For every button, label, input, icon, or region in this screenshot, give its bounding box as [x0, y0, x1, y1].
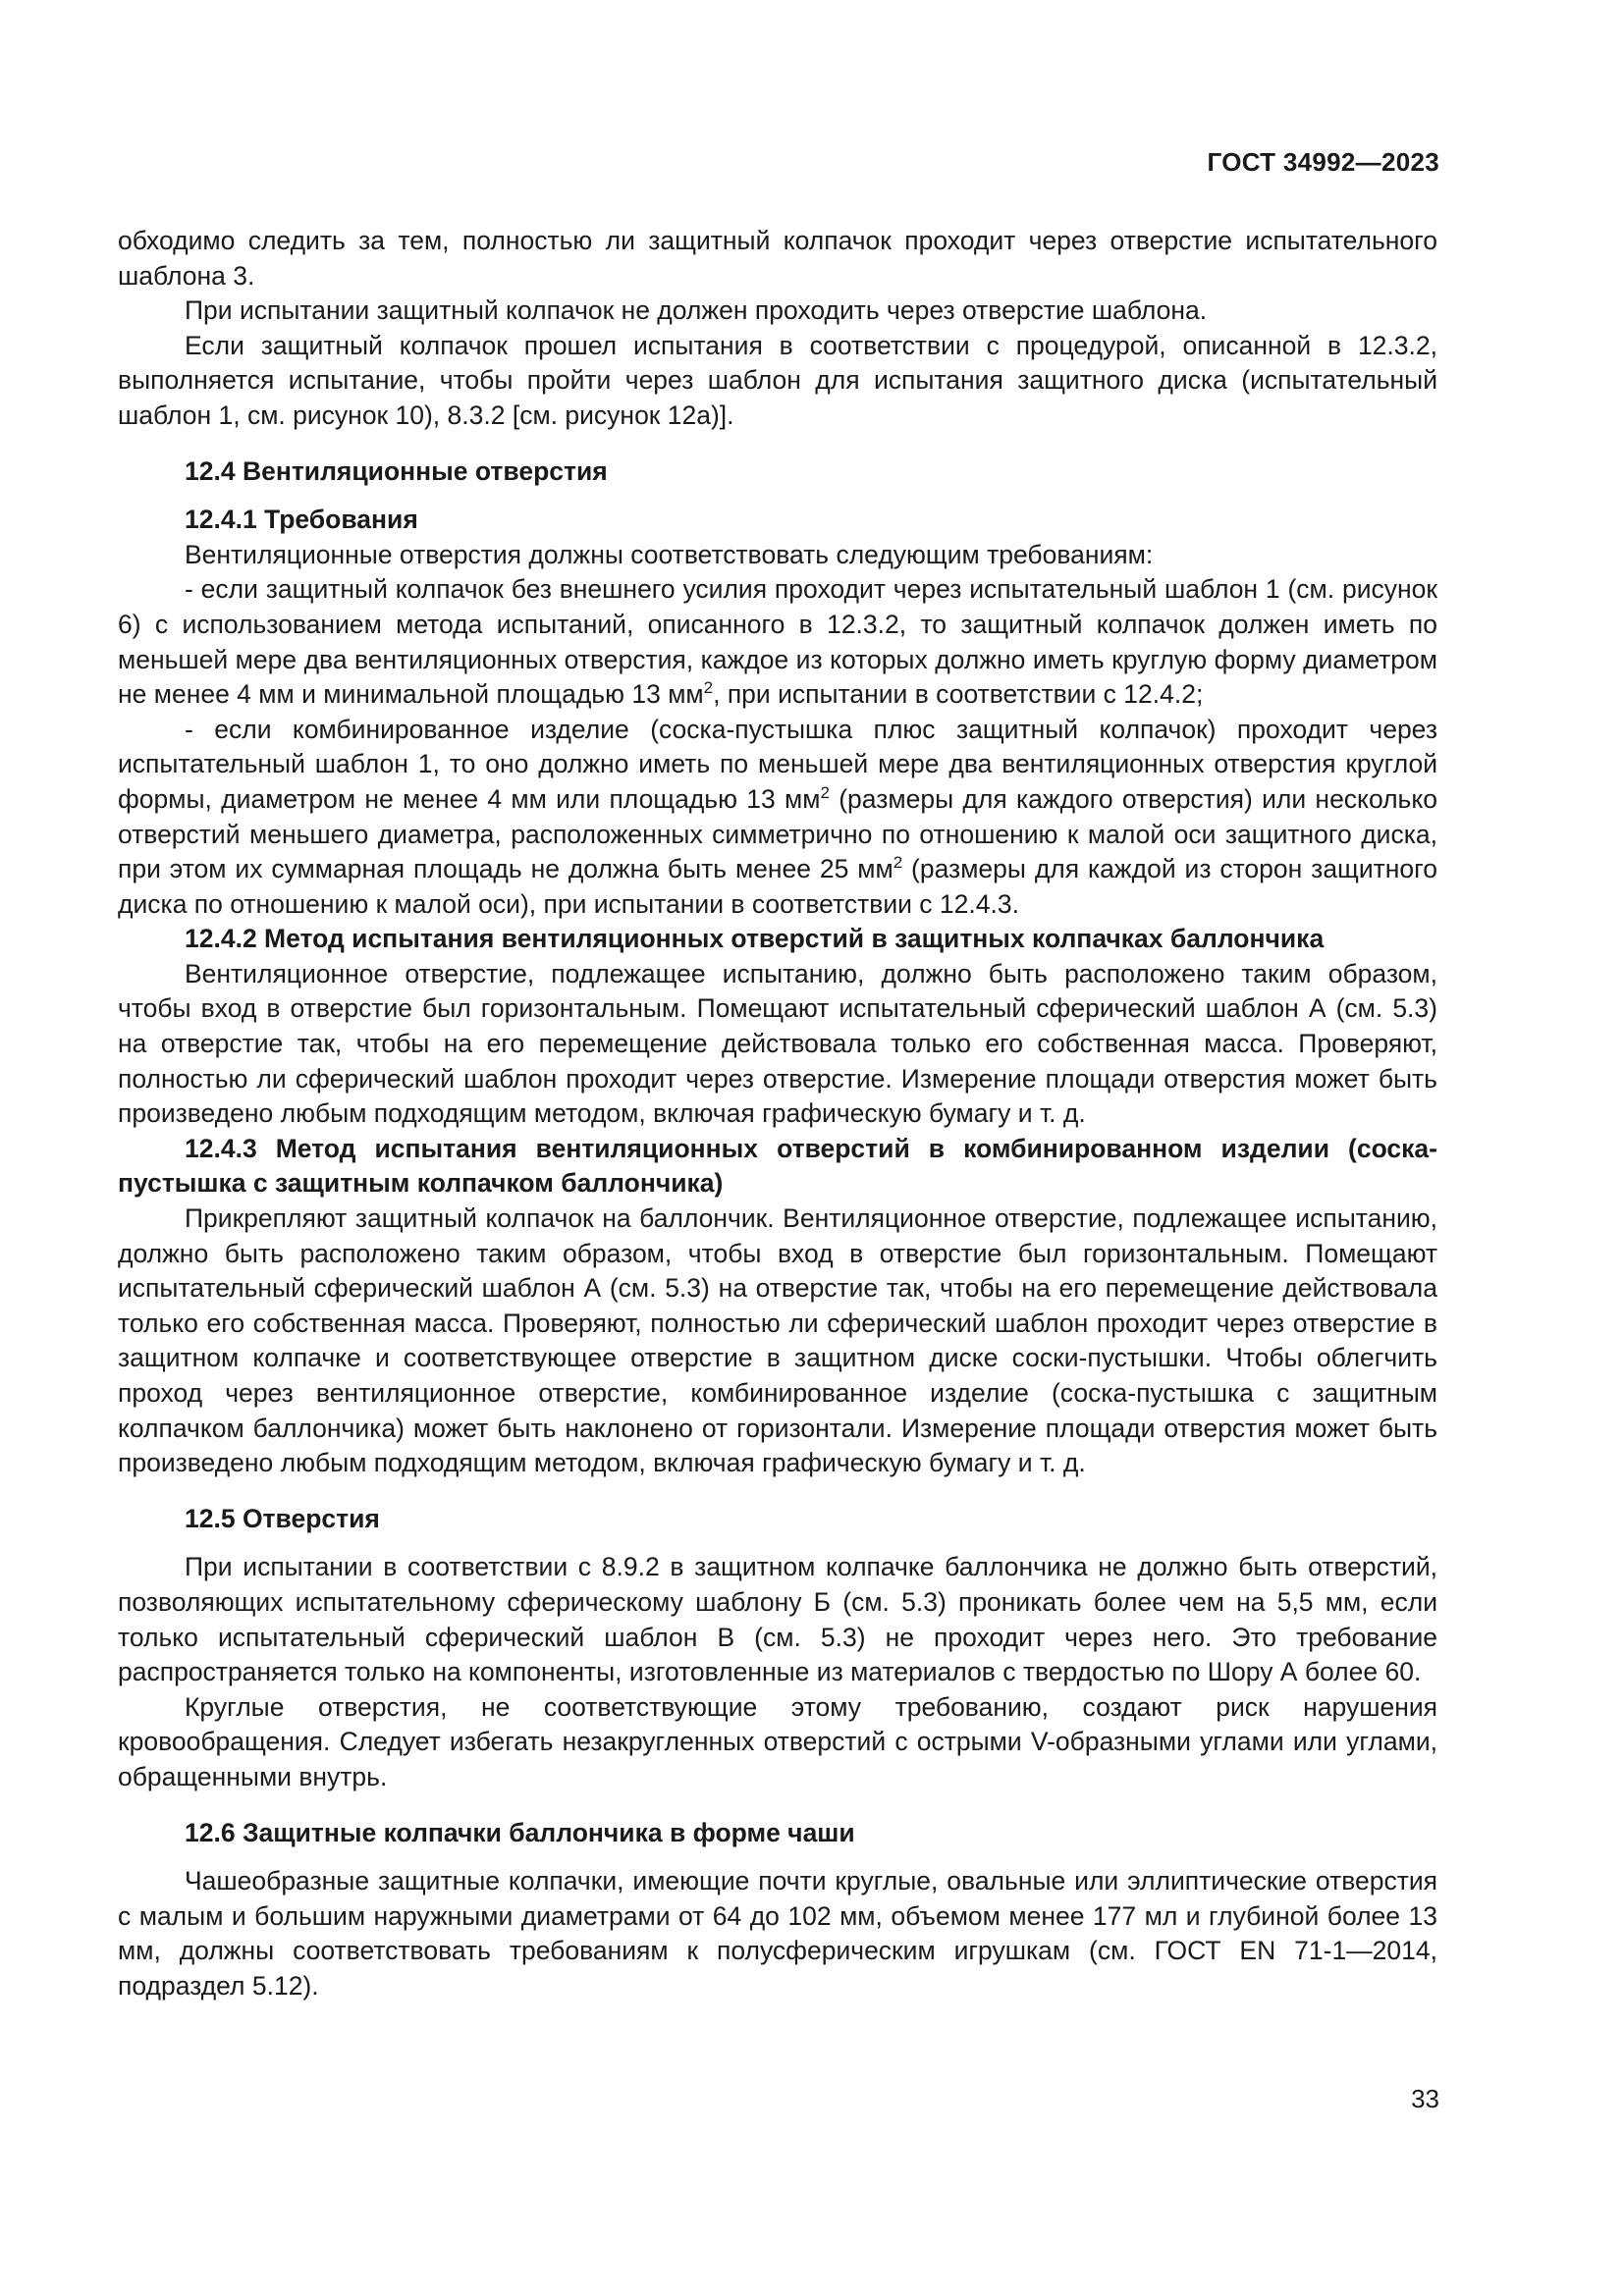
paragraph-continuation: обходимо следить за тем, полностью ли защитный колпачок проходит через отверстие испытательного шаблона 3. [118, 226, 1437, 291]
paragraph: При испытании защитный колпачок не должен проходить через отверстие шаблона. [185, 295, 1208, 326]
document-body [118, 224, 1437, 2004]
section-heading-12-5: 12.5 Отверстия [185, 1503, 380, 1533]
superscript: 2 [703, 678, 714, 698]
subsection-heading-12-4-2: 12.4.2 Метод испытания вентиляционных отверстий в защитных колпачках баллончика [185, 924, 1325, 954]
subsection-heading-12-4-1: 12.4.1 Требования [185, 505, 418, 535]
list-item [118, 572, 1437, 712]
paragraph: Если защитный колпачок прошел испытания в соответствии с процедурой, описанной в 12.3.2, выполняется испытание, чтобы пройти через шаблон для испытания защитного диска (испытательный шаблон 1, см. рисунок 10), 8.3.2 [см. рисунок 12а)]. [118, 330, 1437, 430]
paragraph: Вентиляционное отверстие, подлежащее испытанию, должно быть расположено таким образом, чтобы вход в отверстие был горизонтальным. Помещают испытательный сферический шаблон А (см. 5.3) на отверстие так, чтобы на его перемещение действовала только его собственная масса. Проверяют, полностью ли сферический шаблон проходит через отверстие. Измерение площади отверстия может быть произведено любым подходящим методом, включая графическую бумагу и т. д. [118, 958, 1437, 1129]
section-heading-12-4: 12.4 Вентиляционные отверстия [185, 455, 608, 486]
section-heading-12-6: 12.6 Защитные колпачки баллончика в форме чаши [185, 1817, 855, 1847]
text-run: - если защитный колпачок без внешнего усилия проходит через испытательный шаблон 1 (см. рисунок 6) с использованием метода испытаний, описанного в 12.3.2, то защитный колпачок должен иметь по меньшей мере два вентиляционных отверстия, каждое из которых должно иметь круглую форму диаметром не менее 4 мм и минимальной площадью 13 мм [118, 574, 1437, 710]
document-code-header: ГОСТ 34992—2023 [1207, 147, 1439, 177]
paragraph: Круглые отверстия, не соответствующие этому требованию, создают риск нарушения кровообращения. Следует избегать незакругленных отверстий с острыми V-образными углами или углами, обращенными внутрь. [118, 1691, 1437, 1791]
page-number: 33 [1411, 2084, 1439, 2113]
paragraph: Прикрепляют защитный колпачок на баллончик. Вентиляционное отверстие, подлежащее испытанию, должно быть расположено таким образом, чтобы вход в отверстие был горизонтальным. Помещают испытательный сферический шаблон А (см. 5.3) на отверстие так, чтобы на его перемещение действовала только его собственная масса. Проверяют, полностью ли сферический шаблон проходит через отверстие в защитном колпачке и соответствующее отверстие в защитном диске соски-пустышки. Чтобы облегчить проход через вентиляционное отверстие, комбинированное изделие (соска-пустышка с защитным колпачком баллончика) может быть наклонено от горизонтали. Измерение площади отверстия может быть произведено любым подходящим методом, включая графическую бумагу и т. д. [118, 1203, 1437, 1478]
list-item [118, 713, 1437, 923]
text-run: (размеры для каждой из сторон защитного диска по отношению к малой оси), при испытании в соответствии с 12.4.3. [118, 854, 1437, 919]
paragraph: Вентиляционные отверстия должны соответствовать следующим требованиям: [185, 539, 1154, 569]
superscript: 2 [893, 853, 903, 873]
text-run: , при испытании в соответствии с 12.4.2; [713, 679, 1204, 710]
paragraph: Чашеобразные защитные колпачки, имеющие почти круглые, овальные или эллиптические отверстия с малым и большим наружными диаметрами от 64 до 102 мм, объемом менее 177 мл и глубиной более 13 мм, должны соответствовать требованиям к полусферическим игрушкам (см. ГОСТ EN 71-1—2014, подраздел 5.12). [118, 1866, 1437, 2001]
text-run: - если комбинированное изделие (соска-пустышка плюс защитный колпачок) проходит через испытательный шаблон 1, то оно должно иметь по меньшей мере два вентиляционных отверстия круглой формы, диаметром не менее 4 мм или площадью 13 мм [118, 714, 1437, 814]
paragraph: При испытании в соответствии с 8.9.2 в защитном колпачке баллончика не должно быть отверстий, позволяющих испытательному сферическому шаблону Б (см. 5.3) проникать более чем на 5,5 мм, если только испытательный сферический шаблон В (см. 5.3) не проходит через него. Это требование распространяется только на компоненты, изготовленные из материалов с твердостью по Шору А более 60. [118, 1552, 1437, 1687]
superscript: 2 [820, 783, 830, 803]
text-run: (размеры для каждого отверстия) или несколько отверстий меньшего диаметра, расположенных симметрично по отношению к малой оси защитного диска, при этом их суммарная площадь не должна быть менее 25 мм [118, 783, 1437, 884]
subsection-heading-12-4-3: 12.4.3 Метод испытания вентиляционных отверстий в комбинированном изделии (соска-пустышка с защитным колпачком баллончика) [118, 1133, 1437, 1199]
